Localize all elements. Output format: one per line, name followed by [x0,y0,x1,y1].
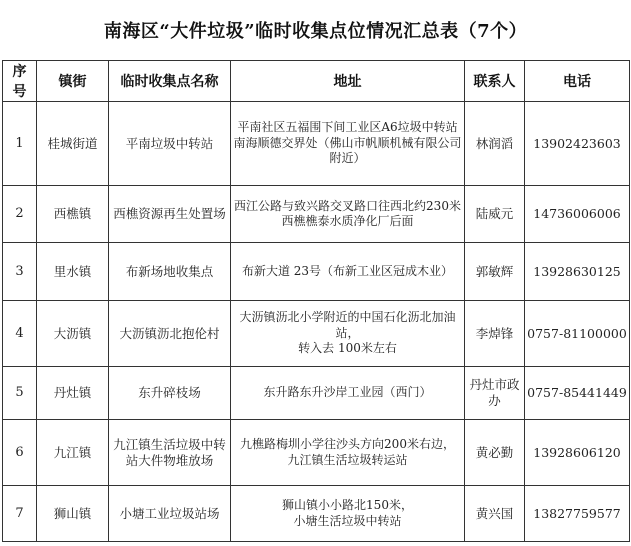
address-line: 东升路东升沙岸工业园（西门） [263,385,432,400]
cell-phone: 13902423603 [525,102,630,186]
cell-phone: 0757-85441449 [525,367,630,420]
collection-points-table [2,60,630,542]
cell-town: 九江镇 [37,420,109,486]
cell-no: 6 [3,420,37,486]
cell-phone: 13928606120 [525,420,630,486]
cell-address [231,102,465,186]
cell-town: 丹灶镇 [37,367,109,420]
cell-address [231,367,465,420]
table-row [3,486,630,542]
table-row [3,102,630,186]
cell-address [231,186,465,243]
cell-address [231,486,465,542]
cell-name: 小塘工业垃圾站场 [109,486,231,542]
cell-phone: 13928630125 [525,243,630,301]
table-row [3,186,630,243]
cell-phone: 0757-81100000 [525,301,630,367]
header-no: 序号 [3,61,37,102]
address-line: 布新大道 23号（布新工业区冠成木业） [241,263,454,278]
address-line: 平南社区五福围下间工业区A6垃圾中转站 [237,120,458,135]
address-line: 西江公路与致兴路交叉路口往西北约230米 [234,198,461,213]
address-line: 南海顺德交界处（佛山市帆顺机械有限公司附近） [233,135,462,166]
cell-contact: 李焯锋 [465,301,525,367]
header-town: 镇街 [37,61,109,102]
cell-town: 大沥镇 [37,301,109,367]
cell-contact: 郭敏辉 [465,243,525,301]
cell-contact: 黄兴国 [465,486,525,542]
cell-contact: 黄必勤 [465,420,525,486]
address-line: 转入去 100米左右 [298,341,397,356]
table-row [3,367,630,420]
cell-town: 桂城街道 [37,102,109,186]
address-line: 九江镇生活垃圾转运站 [287,452,408,467]
cell-name: 布新场地收集点 [109,243,231,301]
address-line: 西樵樵泰水质净化厂后面 [281,214,414,228]
cell-name: 平南垃圾中转站 [109,102,231,186]
cell-town: 里水镇 [37,243,109,301]
cell-phone: 13827759577 [525,486,630,542]
address-line: 九樵路梅圳小学往沙头方向200米右边， [240,437,455,451]
header-row [3,61,630,102]
cell-name: 西樵资源再生处置场 [109,186,231,243]
header-address: 地址 [231,61,465,102]
address-line: 小塘生活垃圾中转站 [293,513,402,528]
header-phone: 电话 [525,61,630,102]
cell-no: 2 [3,186,37,243]
cell-no: 1 [3,102,37,186]
cell-phone: 14736006006 [525,186,630,243]
cell-name: 东升碎枝场 [109,367,231,420]
cell-contact: 丹灶市政办 [465,367,525,420]
cell-contact: 陆威元 [465,186,525,243]
address-line: 大沥镇沥北小学附近的中国石化沥北加油站， [239,310,456,340]
table-row [3,301,630,367]
cell-no: 4 [3,301,37,367]
cell-no: 3 [3,243,37,301]
cell-name: 大沥镇沥北抱伦村 [109,301,231,367]
cell-name: 九江镇生活垃圾中转站大件物堆放场 [109,420,231,486]
cell-contact: 林润滔 [465,102,525,186]
cell-no: 5 [3,367,37,420]
header-name: 临时收集点名称 [109,61,231,102]
address-line: 狮山镇小小路北150米， [282,498,413,512]
cell-address [231,420,465,486]
cell-address [231,243,465,301]
table-row [3,243,630,301]
cell-town: 狮山镇 [37,486,109,542]
cell-address [231,301,465,367]
table-row [3,420,630,486]
cell-no: 7 [3,486,37,542]
cell-town: 西樵镇 [37,186,109,243]
table-title: 南海区“大件垃圾”临时收集点位情况汇总表（7个） [103,21,528,42]
header-contact: 联系人 [465,61,525,102]
